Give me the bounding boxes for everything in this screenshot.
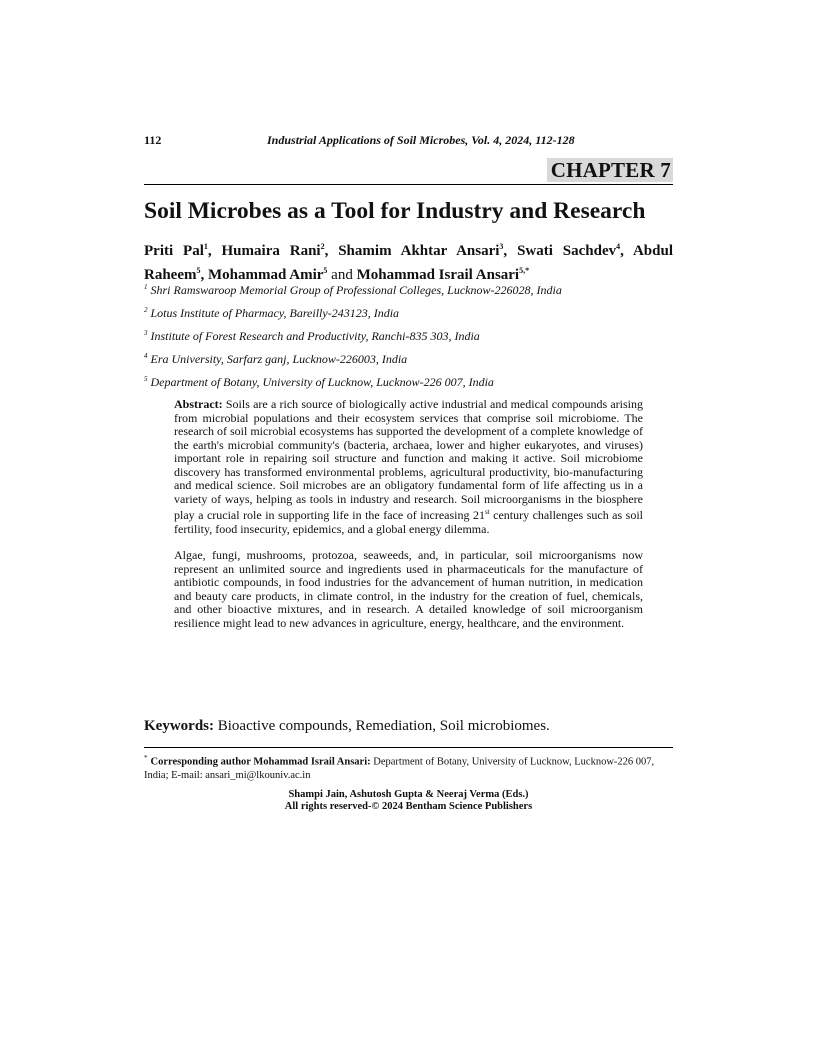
affiliation-item [144, 277, 673, 300]
author-separator: , [200, 267, 208, 283]
abstract-text-1: Soils are a rich source of biologically active industrial and medical compounds arising from microbial populations and their ecosystem services that comprise soil microbiome. The research of soil microbial ecosystems has supported the development of a complete knowledge of the earth's microbial community's (bacteria, archaea, lower and higher eukaryotes, and viruses) important role in repairing soil structure and function and making it active. Soil microbiome discovery has transformed environmental problems, agricultural productivity, bio-manufacturing and medical science. Soil microbes are an obligatory fundamental form of life affecting us in a variety of ways, helping as tools in industry and research. Soil microorganisms in the biosphere play a crucial role in supporting life in the face of increasing 21 [174, 397, 643, 522]
affiliation-number: 3 [144, 329, 148, 337]
affiliation-text: Shri Ramswaroop Memorial Group of Professional Colleges, Lucknow-226028, India [150, 283, 562, 297]
affiliation-text: Era University, Sarfarz ganj, Lucknow-226003, India [150, 352, 408, 366]
affiliation-text: Lotus Institute of Pharmacy, Bareilly-243123, India [150, 306, 400, 320]
journal-citation [267, 133, 575, 148]
abstract-paragraph-2: Algae, fungi, mushrooms, protozoa, seaweeds, and, in particular, soil microorganisms now represent an unlimited source and ingredients used in pharmaceuticals for the manufacture of antibiotic compounds, in food industries for the advancement of human nutrition, in medication and beauty care products, in climate control, in the industry for the creation of fuel, chemicals, and other bioactive mixtures, and in research. A detailed knowledge of soil microorganism resilience might lead to new advances in agriculture, energy, healthcare, and the environment. [174, 548, 643, 630]
footnote-marker: * [144, 754, 148, 762]
author-name: Abdul Raheem [144, 243, 673, 283]
affiliation-item [144, 346, 673, 369]
author-affil-ref: 5 [196, 266, 201, 275]
author-name: Humaira Rani [221, 243, 321, 259]
copyright-line: All rights reserved-© 2024 Bentham Science Publishers [284, 801, 533, 812]
author-name: Mohammad Amir [208, 267, 324, 283]
footnote-label: Corresponding author Mohammad Israil Ansari: [150, 756, 371, 768]
author-separator: , [324, 243, 339, 259]
keywords-label: Keywords: [144, 718, 214, 734]
footnote-divider [144, 747, 673, 748]
abstract [174, 398, 643, 643]
author-affil-ref: 3 [499, 242, 504, 251]
page-number: 112 [144, 133, 162, 147]
keywords-text: Bioactive compounds, Remediation, Soil microbiomes. [217, 718, 550, 734]
journal-year-pages: , 2024, 112-128 [499, 133, 575, 147]
abstract-label: Abstract: [174, 397, 223, 411]
keywords [144, 718, 673, 735]
author-separator: , [620, 243, 633, 259]
author-name: Shamim Akhtar Ansari [338, 243, 500, 259]
affiliation-number: 5 [144, 375, 148, 383]
author-separator: , [503, 243, 518, 259]
affiliation-item [144, 300, 673, 323]
author-affil-ref: 4 [616, 242, 621, 251]
chapter-heading [144, 158, 673, 185]
affiliation-text: Institute of Forest Research and Productivity, Ranchi-835 303, India [150, 329, 480, 343]
editors-line: Shampi Jain, Ashutosh Gupta & Neeraj Verma (Eds.) [288, 789, 529, 800]
affiliation-number: 1 [144, 283, 148, 291]
affiliation-text: Department of Botany, University of Lucknow, Lucknow-226 007, India [150, 375, 494, 389]
abstract-paragraph-1 [174, 398, 643, 536]
author-affil-ref: 1 [203, 242, 208, 251]
chapter-label: CHAPTER 7 [547, 158, 673, 182]
author-affil-ref: 5 [323, 266, 328, 275]
author-name: Priti Pal [144, 243, 204, 259]
editors-block [144, 789, 673, 813]
author-separator: and [327, 267, 357, 283]
affiliation-number: 2 [144, 306, 148, 314]
affiliation-item [144, 369, 673, 392]
affiliation-list [144, 277, 673, 392]
affiliation-item [144, 323, 673, 346]
abstract-text-1-end: century challenges such as soil fertility, food insecurity, epidemics, and a global energy dilemma. [174, 508, 643, 536]
ordinal-suffix: st [484, 508, 490, 516]
footnote-text: Department of Botany, University of Lucknow, Lucknow-226 007, India; E-mail: ansari_mi@lkouniv.ac.in [144, 756, 655, 781]
author-affil-ref: 2 [320, 242, 325, 251]
corresponding-author-footnote [144, 752, 673, 782]
author-name: Swati Sachdev [517, 243, 617, 259]
author-affil-ref: 5,* [519, 266, 530, 275]
author-separator: , [207, 243, 222, 259]
affiliation-number: 4 [144, 352, 148, 360]
journal-title: Industrial Applications of Soil Microbes, Vol. 4 [267, 133, 500, 147]
chapter-title: Soil Microbes as a Tool for Industry and Research [144, 198, 646, 224]
author-name: Mohammad Israil Ansari [356, 267, 520, 283]
